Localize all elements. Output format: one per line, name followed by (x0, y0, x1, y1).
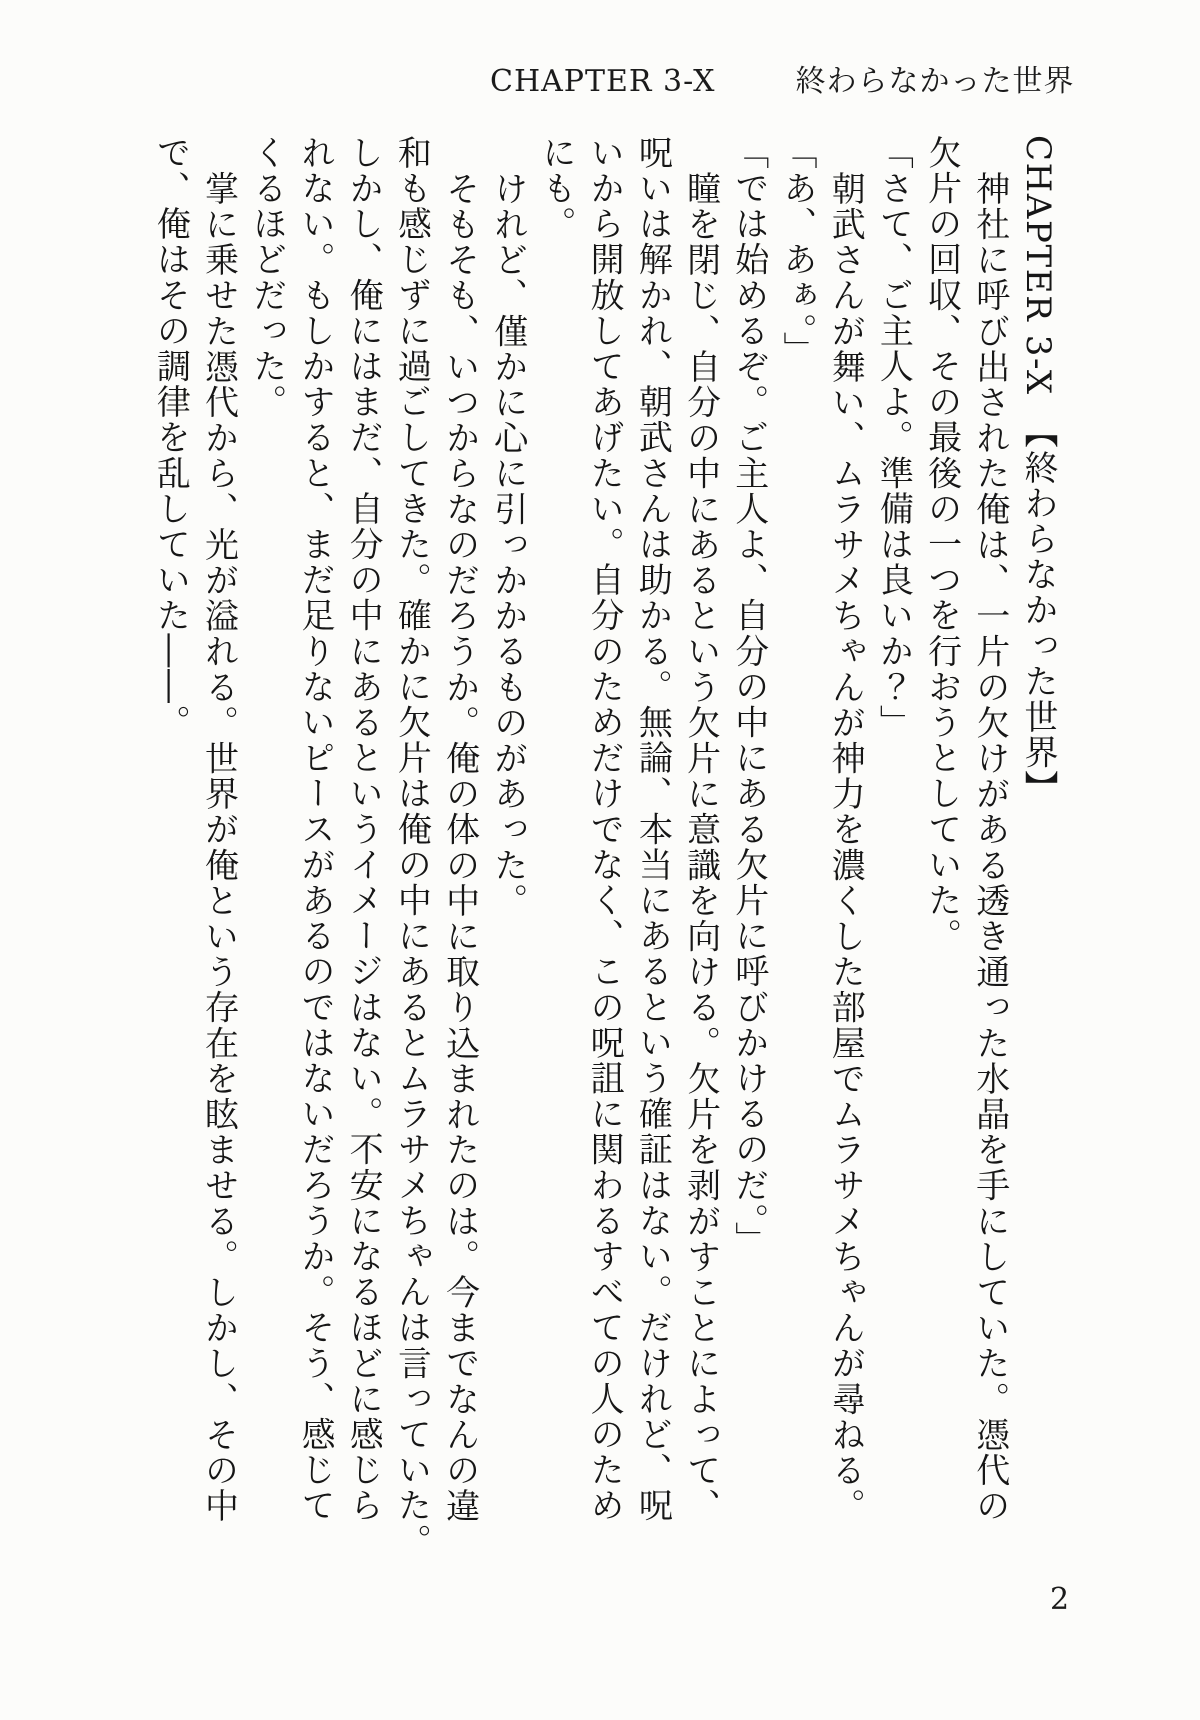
page-number: 2 (1050, 1582, 1070, 1617)
text-column: 「では始めるぞ。ご主人よ、自分の中にある欠片に呼びかけるのだ。」 (728, 135, 769, 1258)
chapter-header-title: 終わらなかった世界 (795, 64, 1075, 99)
text-column: にも。 (535, 135, 576, 242)
text-column: 神社に呼び出された俺は、一片の欠けがある透き通った水晶を手にしていた。憑代の (969, 170, 1010, 1524)
text-column: で、俺はその調律を乱していた――。 (150, 135, 191, 741)
text-column: 和も感じずに過ごしてきた。確かに欠片は俺の中にあるとムラサメちゃんは言っていた。 (391, 135, 432, 1559)
text-column: 掌に乗せた憑代から、光が溢れる。世界が俺という存在を眩ませる。しかし、その中 (198, 170, 239, 1524)
text-column: 欠片の回収、その最後の一つを行おうとしていた。 (921, 135, 962, 954)
text-column: けれど、僅かに心に引っかかるものがあった。 (487, 170, 528, 919)
chapter-header-label: CHAPTER 3-X (490, 64, 716, 99)
chapter-heading-column: CHAPTER 3-X 【終わらなかった世界】 (1018, 135, 1058, 806)
text-column: 瞳を閉じ、自分の中にあるという欠片に意識を向ける。欠片を剥がすことによって、 (680, 170, 721, 1524)
chapter-header (490, 64, 1075, 100)
text-column: いから開放してあげたい。自分のためだけでなく、この呪詛に関わるすべての人のため (584, 135, 625, 1524)
vertical-text-block (146, 135, 1062, 1559)
text-column: しかし、俺にはまだ、自分の中にあるというイメージはない。不安になるほどに感じら (343, 135, 384, 1524)
text-column: 「あ、あぁ。」 (776, 135, 817, 368)
text-column: くるほどだった。 (246, 135, 287, 420)
text-column: 朝武さんが舞い、ムラサメちゃんが神力を濃くした部屋でムラサメちゃんが尋ねる。 (825, 170, 866, 1524)
text-column: そもそも、いつからなのだろうか。俺の体の中に取り込まれたのは。今までなんの違 (439, 170, 480, 1524)
text-column: れない。もしかすると、まだ足りないピースがあるのではないだろうか。そう、感じて (294, 135, 335, 1524)
text-column: 「さて、ご主人よ。準備は良いか？」 (873, 135, 914, 741)
text-column: 呪いは解かれ、朝武さんは助かる。無論、本当にあるという確証はない。だけれど、呪 (632, 135, 673, 1524)
